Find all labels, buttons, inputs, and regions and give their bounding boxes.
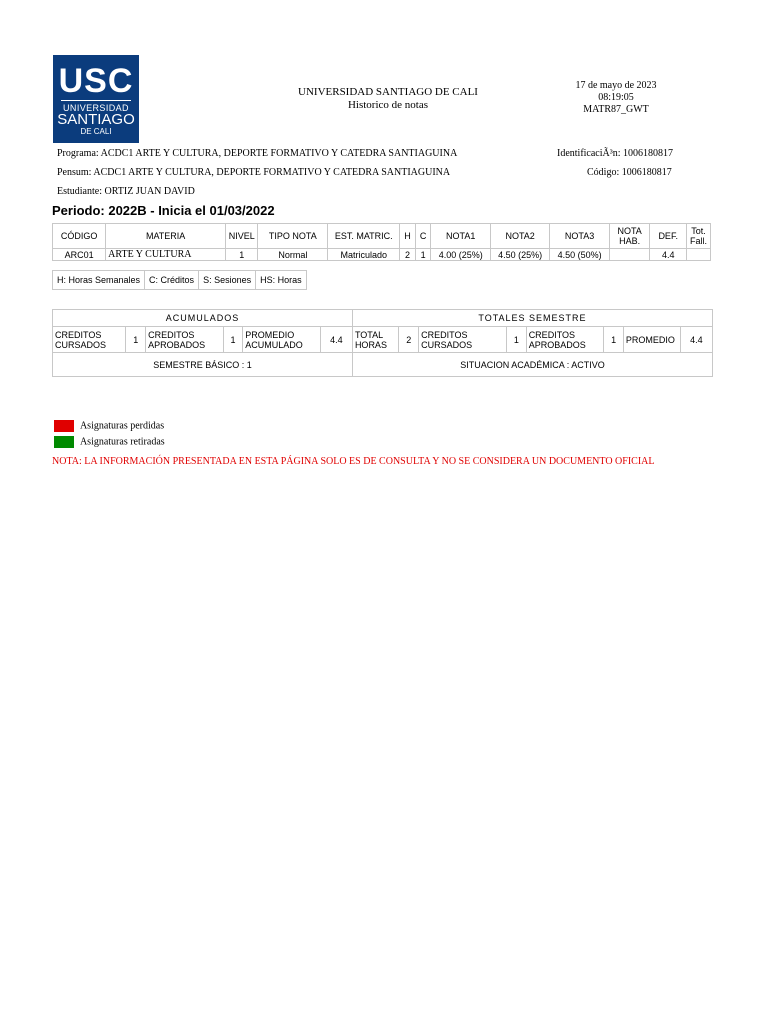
cell-tot-fall [686,249,710,261]
grades-table [52,223,711,261]
sem-aprobados-label: CREDITOS APROBADOS [526,327,604,353]
col-c: C [415,224,431,249]
green-swatch-icon [54,436,74,448]
sem-horas-value: 2 [399,327,419,353]
creditos-cursados-label: CREDITOS CURSADOS [53,327,126,353]
col-nivel: NIVEL [226,224,258,249]
sem-cursados-label: CREDITOS CURSADOS [419,327,507,353]
report-header [260,86,516,112]
col-nota-hab: NOTA HAB. [609,224,650,249]
red-swatch-icon [54,420,74,432]
sem-cursados-value: 1 [507,327,527,353]
col-codigo: CÓDIGO [53,224,106,249]
col-tipo-nota: TIPO NOTA [258,224,328,249]
identificacion-line [557,148,673,160]
legend-retiradas-label: Asignaturas retiradas [79,436,165,448]
codigo-value: 1006180817 [621,167,672,178]
acumulados-header: ACUMULADOS [53,310,353,327]
estudiante-label: Estudiante: [57,186,102,197]
pensum-label: Pensum: [57,167,92,178]
situacion-academica: SITUACION ACADÉMICA : ACTIVO [352,353,712,377]
report-time: 08:19:05 [598,92,634,103]
col-est-matric: EST. MATRIC. [328,224,400,249]
col-h: H [400,224,416,249]
abbrev-legend [52,270,307,290]
logo-line3: DE CALI [80,127,112,136]
programa-line [57,148,457,160]
codigo-label: Código: [587,167,620,178]
totales-semestre-header: TOTALES SEMESTRE [352,310,712,327]
report-subtitle: Historico de notas [347,99,429,111]
cell-materia: ARTE Y CULTURA [106,249,226,261]
totals-table [52,309,713,377]
codigo-line [587,167,672,179]
cell-nota2: 4.50 (25%) [490,249,549,261]
estudiante-value: ORTIZ JUAN DAVID [104,186,195,197]
pensum-line [57,167,450,179]
acum-promedio-value: 4.4 [320,327,352,353]
col-materia: MATERIA [106,224,226,249]
programa-value: ACDC1 ARTE Y CULTURA, DEPORTE FORMATIVO Y CATEDRA SANTIAGUINA [100,148,458,159]
legend-perdidas-label: Asignaturas perdidas [79,420,165,432]
report-date: 17 de mayo de 2023 [575,80,657,91]
grades-header-row [53,224,711,249]
cell-nota1: 4.00 (25%) [431,249,490,261]
table-row [53,249,711,261]
legend-s: S: Sesiones [199,271,256,290]
col-nota2: NOTA2 [490,224,549,249]
sem-aprobados-value: 1 [604,327,624,353]
total-horas-label: TOTAL HORAS [352,327,399,353]
university-name: UNIVERSIDAD SANTIAGO DE CALI [298,86,478,98]
acum-cursados-value: 1 [126,327,146,353]
cell-nota-hab [609,249,650,261]
promedio-acumulado-label: PROMEDIO ACUMULADO [243,327,321,353]
legend-h: H: Horas Semanales [53,271,145,290]
logo-text: USC [58,62,134,100]
legend-hs: HS: Horas [256,271,307,290]
col-nota3: NOTA3 [550,224,609,249]
periodo-title: Periodo: 2022B - Inicia el 01/03/2022 [52,203,275,218]
report-meta [560,80,672,116]
identificacion-value: 1006180817 [623,148,674,159]
col-nota1: NOTA1 [431,224,490,249]
estudiante-line [57,186,195,198]
col-def: DEF. [650,224,686,249]
logo-line1: UNIVERSIDAD [61,100,131,113]
cell-c: 1 [415,249,431,261]
legend-perdidas [54,420,164,432]
cell-nota3: 4.50 (50%) [550,249,609,261]
creditos-aprobados-label: CREDITOS APROBADOS [146,327,224,353]
legend-c: C: Créditos [145,271,199,290]
pensum-value: ACDC1 ARTE Y CULTURA, DEPORTE FORMATIVO Y CATEDRA SANTIAGUINA [93,167,451,178]
programa-label: Programa: [57,148,99,159]
cell-def: 4.4 [650,249,686,261]
cell-tipo-nota: Normal [258,249,328,261]
legend-retiradas [54,436,165,448]
identificacion-label: IdentificaciÃ³n: [557,148,621,159]
report-code: MATR87_GWT [583,104,649,115]
promedio-label: PROMEDIO [623,327,680,353]
sem-promedio-value: 4.4 [680,327,712,353]
usc-logo [53,55,139,143]
col-tot-fall: Tot. Fall. [686,224,710,249]
cell-h: 2 [400,249,416,261]
cell-nivel: 1 [226,249,258,261]
acum-aprobados-value: 1 [223,327,243,353]
disclaimer-note: NOTA: LA INFORMACIÓN PRESENTADA EN ESTA PÁGINA SOLO ES DE CONSULTA Y NO SE CONSIDERA UN DOCUMENTO OFICIAL [52,456,655,467]
logo-line2: SANTIAGO [57,111,135,128]
semestre-basico: SEMESTRE BÁSICO : 1 [53,353,353,377]
cell-est-matric: Matriculado [328,249,400,261]
cell-codigo: ARC01 [53,249,106,261]
